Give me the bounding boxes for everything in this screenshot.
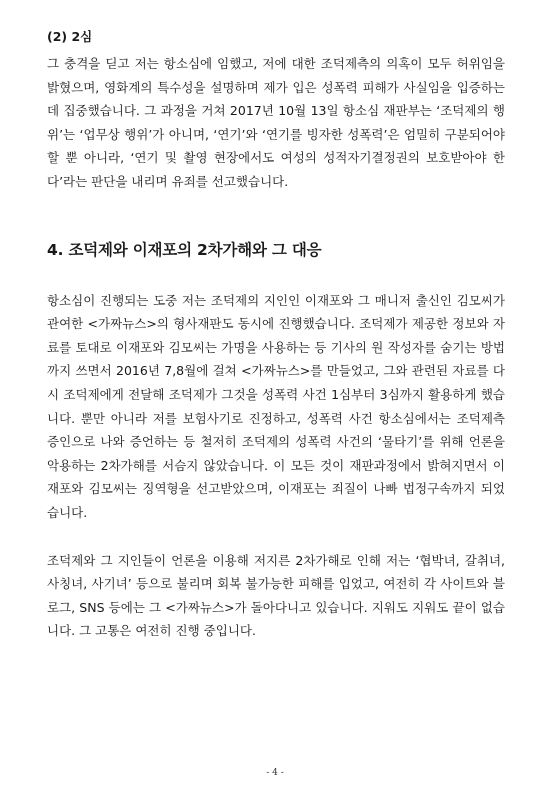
spacer [47,194,505,239]
section-paragraph-2: 조덕제와 그 지인들이 언론을 이용해 저지른 2차가해로 인해 저는 ‘협박녀, 갈취녀, 사칭녀, 사기녀’ 등으로 불리며 회복 불가능한 피해를 입었고, 여전히 각 사이트와 블로그, SNS 등에는 그 <가짜뉴스>가 돌아다니고 있습니다. 지워도 지워도 끝이 없습니다. 그 고통은 여전히 진행 중입니다. [47,552,505,639]
section-heading: 4. 조덕제와 이재포의 2차가해와 그 대응 [47,240,322,259]
subsection-paragraph: 그 충격을 딛고 저는 항소심에 임했고, 저에 대한 조덕제측의 의혹이 모두 허위임을 밝혔으며, 영화계의 특수성을 설명하며 제가 입은 성폭력 피해가 사실임을 입증하는 데 집중했습니다. 그 과정을 거쳐 2017년 10월 13일 항소심 재판부는 ‘조덕제의 행위’는 ‘업무상 행위’가 아니며, ‘연기’와 ‘연기를 빙자한 성폭력’은 엄밀히 구분되어야 할 뿐 아니라, ‘연기 및 촬영 현장에서도 여성의 성적자기결정권의 보호받아야 한다’라는 판단을 내리며 유죄를 선고했습니다. [47,56,505,189]
document-page [47,28,505,643]
page-number: - 4 - [266,768,284,778]
spacer [47,261,505,289]
subsection-heading: (2) 2심 [47,29,93,44]
spacer [47,525,505,549]
section-paragraph-1: 항소심이 진행되는 도중 저는 조덕제의 지인인 이재포와 그 매니저 출신인 김모씨가 관여한 <가짜뉴스>의 형사재판도 동시에 진행했습니다. 조덕제가 제공한 정보와 자료를 토대로 이재포와 김모씨는 가명을 사용하는 등 기사의 원 작성자를 숨기는 방법까지 쓰면서 2016년 7,8월에 걸쳐 <가짜뉴스>를 만들었고, 그와 관련된 자료를 다시 조덕제에게 전달해 조덕제가 그것을 성폭력 사건 1심부터 3심까지 활용하게 했습니다. 뿐만 아니라 저를 보험사기로 진정하고, 성폭력 사건 항소심에서는 조덕제측 증인으로 나와 증언하는 등 철저히 조덕제의 성폭력 사건의 ‘물타기’를 위해 언론을 악용하는 2차가해를 서슴지 않았습니다. 이 모든 것이 재판과정에서 밝혀지면서 이재포와 김모씨는 징역형을 선고받았으며, 이재포는 죄질이 나빠 법정구속까지 되었습니다. [47,292,505,520]
